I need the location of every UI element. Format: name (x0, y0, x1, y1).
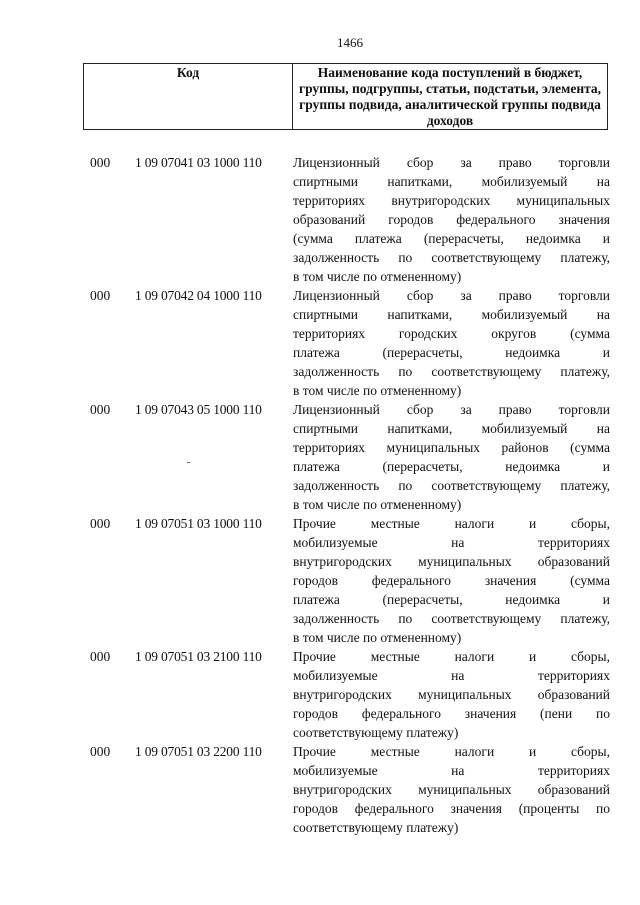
revenue-name (293, 647, 610, 742)
revenue-name-line: территориях внутригородских муниципальных (293, 193, 610, 208)
revenue-name (293, 153, 610, 286)
revenue-name-line: мобилизуемые на территориях (293, 668, 610, 683)
admin-code: 000 (90, 155, 111, 170)
admin-code: 000 (90, 744, 111, 759)
revenue-code: 1 09 07041 03 1000 110 (135, 155, 262, 170)
revenue-name-line: территориях муниципальных районов (сумма (293, 440, 610, 455)
page-number: 1466 (337, 35, 363, 50)
revenue-name-line: внутригородских муниципальных образований (293, 687, 610, 702)
revenue-name-line: городов федерального значения (пени по (293, 706, 610, 721)
table-row (90, 742, 610, 837)
revenue-name (293, 742, 610, 837)
revenue-name-line: Лицензионный сбор за право торговли (293, 288, 610, 303)
revenue-name-line: внутригородских муниципальных образований (293, 554, 610, 569)
revenue-name-line: спиртными напитками, мобилизуемый на (293, 421, 610, 436)
table-row (90, 514, 610, 647)
revenue-name-line: Лицензионный сбор за право торговли (293, 155, 610, 170)
admin-code: 000 (90, 516, 111, 531)
table-header (83, 63, 608, 130)
revenue-name-line: спиртными напитками, мобилизуемый на (293, 174, 610, 189)
table-row (90, 286, 610, 400)
revenue-name-line: территориях городских округов (сумма (293, 326, 610, 341)
revenue-code: 1 09 07042 04 1000 110 (135, 288, 262, 303)
revenue-code: 1 09 07043 05 1000 110 (135, 402, 262, 417)
revenue-name-line: соответствующему платежу) (293, 820, 459, 835)
revenue-code: 1 09 07051 03 1000 110 (135, 516, 262, 531)
revenue-name-line: задолженность по соответствующему платежу, (293, 364, 610, 379)
table-row (90, 153, 610, 286)
revenue-name-line: задолженность по соответствующему платежу, (293, 611, 610, 626)
admin-code: 000 (90, 649, 111, 664)
revenue-name-line: Прочие местные налоги и сборы, (293, 516, 610, 531)
revenue-name-line: задолженность по соответствующему платежу, (293, 478, 610, 493)
revenue-name-line: в том числе по отмененному) (293, 630, 462, 645)
revenue-name-line: городов федерального значения (проценты по (293, 801, 610, 816)
revenue-name-line: мобилизуемые на территориях (293, 535, 610, 550)
revenue-name-line: в том числе по отмененному) (293, 269, 462, 284)
revenue-name-line: соответствующему платежу) (293, 725, 459, 740)
revenue-name-line: образований городов федерального значения (293, 212, 610, 227)
revenue-name-line: платежа (перерасчеты, недоимка и (293, 592, 610, 607)
table-row (90, 400, 610, 514)
revenue-name-line: городов федерального значения (сумма (293, 573, 610, 588)
revenue-code: 1 09 07051 03 2200 110 (135, 744, 262, 759)
admin-code: 000 (90, 402, 111, 417)
revenue-name-line: спиртными напитками, мобилизуемый на (293, 307, 610, 322)
revenue-name-line: платежа (перерасчеты, недоимка и (293, 345, 610, 360)
header-name-label: Наименование кода поступлений в бюджет, группы, подгруппы, статьи, подстатьи, элемента, группы подвида, аналитической группы подвида доходов (298, 65, 602, 128)
revenue-name-line: Прочие местные налоги и сборы, (293, 744, 610, 759)
revenue-name-line: внутригородских муниципальных образований (293, 782, 610, 797)
revenue-name-line: задолженность по соответствующему платежу, (293, 250, 610, 265)
revenue-name-line: платежа (перерасчеты, недоимка и (293, 459, 610, 474)
admin-code: 000 (90, 288, 111, 303)
table-row (90, 647, 610, 742)
revenue-code: 1 09 07051 03 2100 110 (135, 649, 262, 664)
revenue-name-line: Прочие местные налоги и сборы, (293, 649, 610, 664)
table-body (90, 153, 610, 837)
revenue-name-line: в том числе по отмененному) (293, 497, 462, 512)
scan-mark (187, 462, 190, 463)
revenue-name-line: в том числе по отмененному) (293, 383, 462, 398)
revenue-name (293, 514, 610, 647)
revenue-name-line: (сумма платежа (перерасчеты, недоимка и (293, 231, 610, 246)
revenue-name-line: Лицензионный сбор за право торговли (293, 402, 610, 417)
header-code-label: Код (84, 64, 293, 129)
revenue-name (293, 400, 610, 514)
revenue-name (293, 286, 610, 400)
revenue-name-line: мобилизуемые на территориях (293, 763, 610, 778)
